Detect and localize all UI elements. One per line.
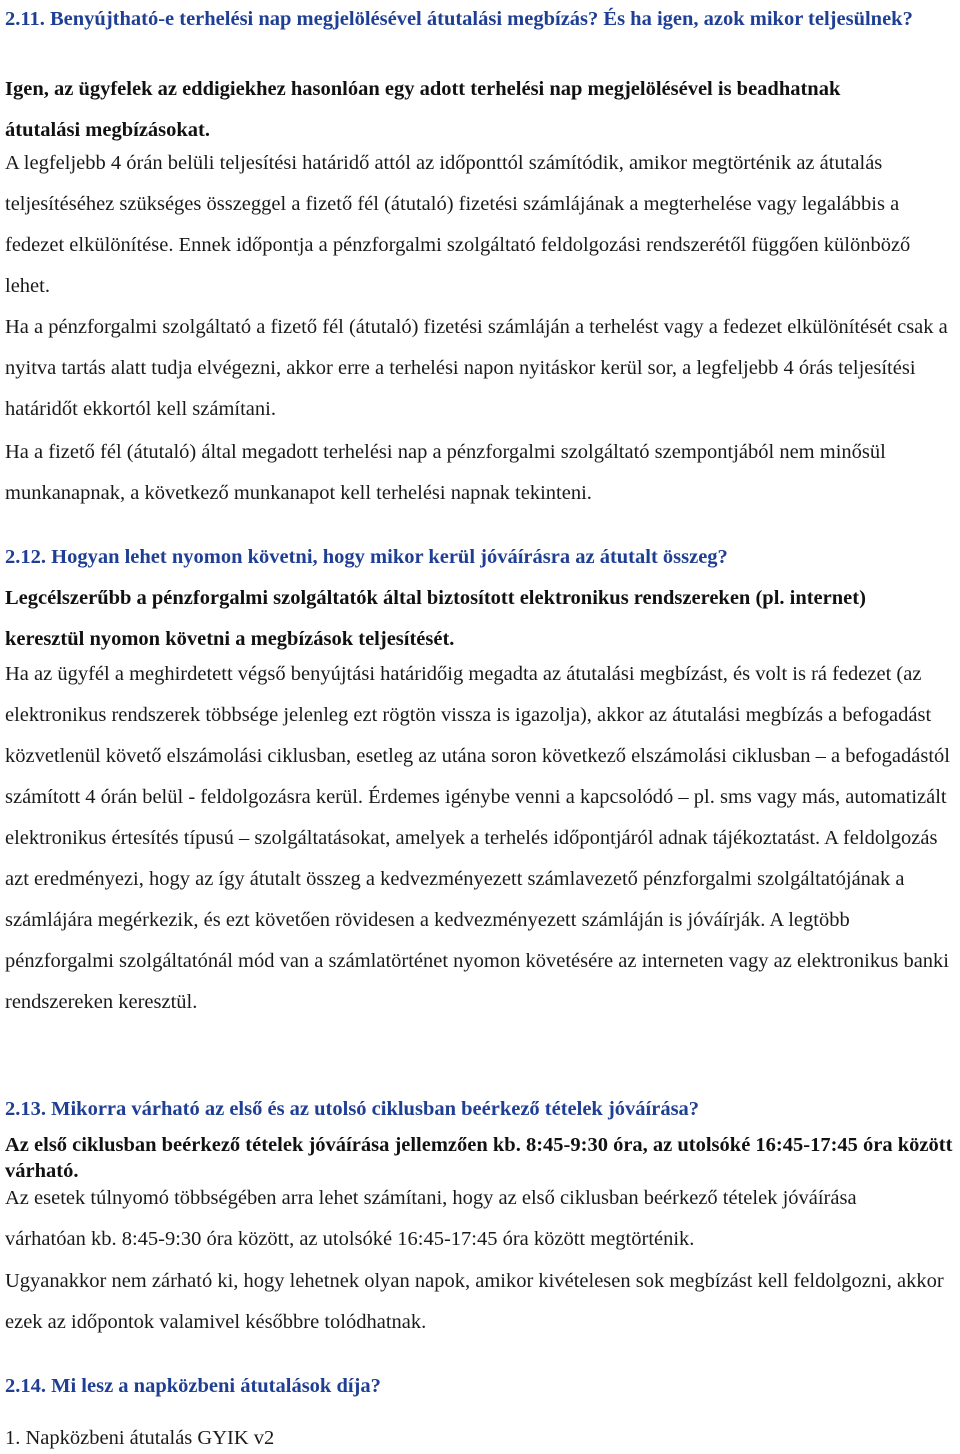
section-paragraph-2-13-1: Az esetek túlnyomó többségében arra lehet számítani, hogy az első ciklusban beérkező tételek jóváírása várhatóan kb. 8:45-9:30 óra között, az utolsóké 16:45-17:45 óra között megtörténik. — [5, 1187, 857, 1250]
section-heading-2-14: 2.14. Mi lesz a napközbeni átutalások díja? — [5, 1375, 381, 1397]
section-paragraph-2-11-1: A legfeljebb 4 órán belüli teljesítési határidő attól az időponttól számítódik, amikor megtörténik az átutalás teljesítéséhez szükséges összeggel a fizető fél (átutaló) fizetési számlájának a megterhelése vagy legalábbis a fedezet elkülönítése. Ennek időpontja a pénzforgalmi szolgáltató feldolgozási rendszerétől függően különböző lehet. — [5, 152, 911, 297]
section-paragraph-2-13-2: Ugyanakkor nem zárható ki, hogy lehetnek olyan napok, amikor kivételesen sok megbízást kell feldolgozni, akkor ezek az időpontok valamivel későbbre tolódhatnak. — [5, 1270, 944, 1333]
section-paragraph-2-11-3: Ha a fizető fél (átutaló) által megadott terhelési nap a pénzforgalmi szolgáltató szempontjából nem minősül munkanapnak, a következő munkanapot kell terhelési napnak tekinteni. — [5, 441, 886, 504]
section-paragraph-2-12-1: Ha az ügyfél a meghirdetett végső benyújtási határidőig megadta az átutalási megbízást, és volt is rá fedezet (az elektronikus rendszerek többsége jelenleg ezt rögtön vissza is igazolja), akkor az átutalási megbízás a befogadást közvetlenül követő elszámolási ciklusban, esetleg az utána soron következő elszámolási ciklusban – a befogadástól számított 4 órán belül - feldolgozásra kerül. Érdemes igénybe venni a kapcsolódó – pl. sms vagy más, automatizált elektronikus értesítés típusú – szolgáltatásokat, amelyek a terhelés időpontjáról adnak tájékoztatást. A feldolgozás azt eredményezi, hogy az így átutalt összeg a kedvezményezett számlavezető pénzforgalmi szolgáltatójának a számlájára megérkezik, és ezt követően rövidesen a kedvezményezett számláján is jóváírják. A legtöbb pénzforgalmi szolgáltatónál mód van a számlatörténet nyomon követésére az interneten vagy az elektronikus banki rendszereken keresztül. — [5, 663, 950, 1013]
section-heading-2-13: 2.13. Mikorra várható az első és az utolsó ciklusban beérkező tételek jóváírása? — [5, 1098, 700, 1120]
section-paragraph-2-11-2: Ha a pénzforgalmi szolgáltató a fizető fél (átutaló) fizetési számláján a terhelést vagy a fedezet elkülönítését csak a nyitva tartás alatt tudja elvégezni, akkor erre a terhelési napon nyitáskor kerül sor, a legfeljebb 4 órás teljesítési határidőt ekkortól kell számítani. — [5, 316, 948, 420]
page-footer: 1. Napközbeni átutalás GYIK v2 — [5, 1427, 275, 1449]
section-answer-2-12: Legcélszerűbb a pénzforgalmi szolgáltatók által biztosított elektronikus rendszereken (pl. internet) keresztül nyomon követni a megbízások teljesítését. — [5, 587, 866, 650]
section-heading-2-11: 2.11. Benyújtható-e terhelési nap megjelölésével átutalási megbízás? És ha igen, azok mikor teljesülnek? — [5, 8, 913, 30]
section-heading-2-12: 2.12. Hogyan lehet nyomon követni, hogy mikor kerül jóváírásra az átutalt összeg? — [5, 546, 728, 568]
section-answer-2-11: Igen, az ügyfelek az eddigiekhez hasonlóan egy adott terhelési nap megjelölésével is beadhatnak átutalási megbízásokat. — [5, 78, 841, 141]
section-answer-2-13: Az első ciklusban beérkező tételek jóváírása jellemzően kb. 8:45-9:30 óra, az utolsóké 16:45-17:45 óra között várható. — [5, 1134, 953, 1182]
